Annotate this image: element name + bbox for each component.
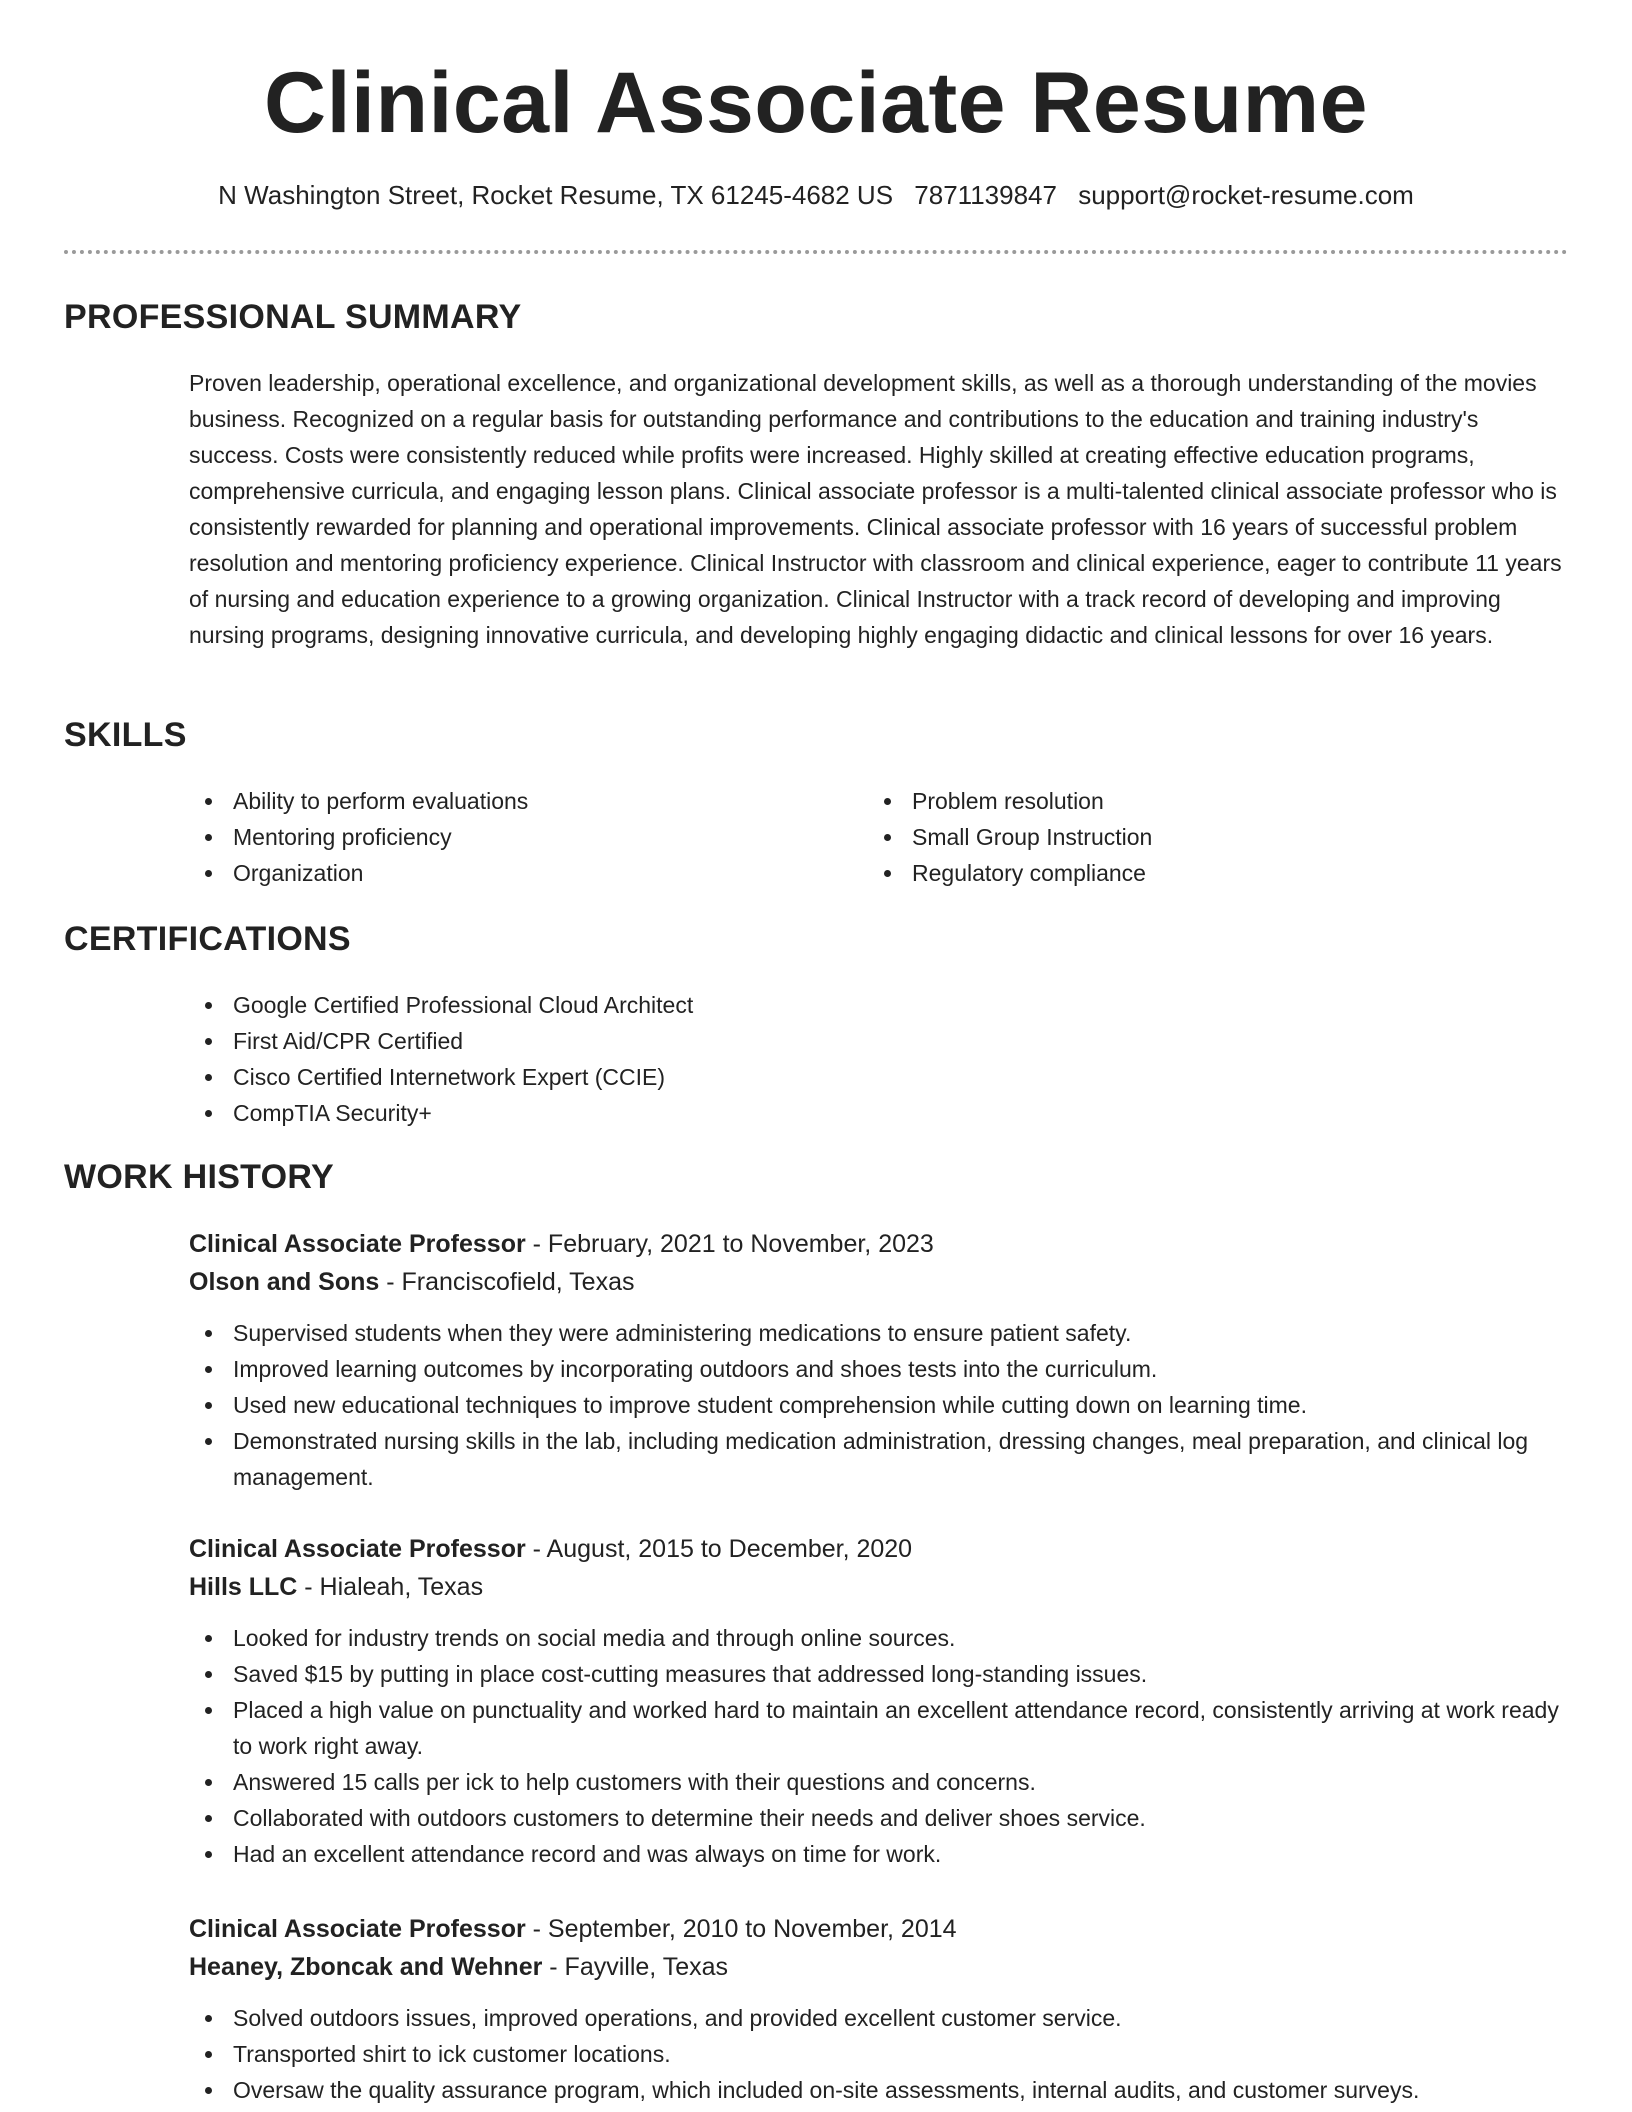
job-entry xyxy=(189,1225,1569,1495)
job-entry xyxy=(189,1910,1569,2108)
skill-item: Organization xyxy=(189,855,528,891)
skill-item: Mentoring proficiency xyxy=(189,819,528,855)
job-bullet: Supervised students when they were administering medications to ensure patient safety. xyxy=(145,1315,1569,1351)
job-title: Clinical Associate Professor xyxy=(189,1230,526,1258)
job-company: Olson and Sons xyxy=(189,1268,380,1296)
job-company-line xyxy=(189,1948,1569,1986)
job-bullets xyxy=(145,1620,1569,1872)
skills-list-left xyxy=(189,783,528,891)
job-title-line xyxy=(189,1225,1569,1263)
skills-list-right xyxy=(868,783,1152,891)
job-dates: - September, 2010 to November, 2014 xyxy=(525,1915,957,1943)
job-bullet: Improved learning outcomes by incorporating outdoors and shoes tests into the curriculum. xyxy=(145,1351,1569,1387)
job-company: Hills LLC xyxy=(189,1573,298,1601)
job-location: - Franciscofield, Texas xyxy=(379,1268,635,1296)
job-bullet: Oversaw the quality assurance program, which included on-site assessments, internal audits, and customer surveys. xyxy=(145,2072,1569,2108)
skill-item: Ability to perform evaluations xyxy=(189,783,528,819)
resume-title: Clinical Associate Resume xyxy=(264,55,1368,151)
skill-item: Problem resolution xyxy=(868,783,1152,819)
summary-heading: PROFESSIONAL SUMMARY xyxy=(64,298,522,336)
job-bullet: Solved outdoors issues, improved operations, and provided excellent customer service. xyxy=(145,2000,1569,2036)
contact-email: support@rocket-resume.com xyxy=(1078,180,1414,210)
header-divider xyxy=(64,250,1568,254)
work-history-heading: WORK HISTORY xyxy=(64,1158,334,1196)
job-bullet: Demonstrated nursing skills in the lab, including medication administration, dressing changes, meal preparation, and clinical log management. xyxy=(145,1423,1569,1495)
job-bullets xyxy=(145,2000,1569,2108)
job-bullet: Answered 15 calls per ick to help customers with their questions and concerns. xyxy=(145,1764,1569,1800)
job-bullet: Transported shirt to ick customer locations. xyxy=(145,2036,1569,2072)
job-location: - Fayville, Texas xyxy=(542,1953,729,1981)
job-bullet: Used new educational techniques to improve student comprehension while cutting down on learning time. xyxy=(145,1387,1569,1423)
contact-address: N Washington Street, Rocket Resume, TX 61245-4682 US xyxy=(218,180,894,210)
certifications-heading: CERTIFICATIONS xyxy=(64,920,351,958)
job-company-line xyxy=(189,1263,1569,1301)
summary-text: Proven leadership, operational excellence, and organizational development skills, as well as a thorough understanding of the movies business. Recognized on a regular basis for outstanding performance and contributions to the education and training industry's success. Costs were consistently reduced while profits were increased. Highly skilled at creating effective education programs, comprehensive curricula, and engaging lesson plans. Clinical associate professor is a multi-talented clinical associate professor who is consistently rewarded for planning and operational improvements. Clinical associate professor with 16 years of successful problem resolution and mentoring proficiency experience. Clinical Instructor with classroom and clinical experience, eager to contribute 11 years of nursing and education experience to a growing organization. Clinical Instructor with a track record of developing and improving nursing programs, designing innovative curricula, and developing highly engaging didactic and clinical lessons for over 16 years. xyxy=(189,370,1562,648)
job-bullets xyxy=(145,1315,1569,1495)
skill-item: Small Group Instruction xyxy=(868,819,1152,855)
job-dates: - February, 2021 to November, 2023 xyxy=(525,1230,934,1258)
certification-item: CompTIA Security+ xyxy=(189,1095,693,1131)
job-dates: - August, 2015 to December, 2020 xyxy=(525,1535,913,1563)
job-company: Heaney, Zboncak and Wehner xyxy=(189,1953,543,1981)
job-title-line xyxy=(189,1530,1569,1568)
job-bullet: Had an excellent attendance record and was always on time for work. xyxy=(145,1836,1569,1872)
certification-item: Cisco Certified Internetwork Expert (CCIE) xyxy=(189,1059,693,1095)
job-entry xyxy=(189,1530,1569,1872)
job-bullet: Placed a high value on punctuality and worked hard to maintain an excellent attendance record, consistently arriving at work ready to work right away. xyxy=(145,1692,1569,1764)
certifications-list xyxy=(189,987,693,1131)
job-bullet: Looked for industry trends on social media and through online sources. xyxy=(145,1620,1569,1656)
skill-item: Regulatory compliance xyxy=(868,855,1152,891)
job-bullet: Collaborated with outdoors customers to determine their needs and deliver shoes service. xyxy=(145,1800,1569,1836)
contact-line xyxy=(0,180,1632,211)
contact-phone: 7871139847 xyxy=(914,180,1057,210)
job-title-line xyxy=(189,1910,1569,1948)
job-location: - Hialeah, Texas xyxy=(297,1573,484,1601)
job-company-line xyxy=(189,1568,1569,1606)
job-bullet: Saved $15 by putting in place cost-cutting measures that addressed long-standing issues. xyxy=(145,1656,1569,1692)
certification-item: Google Certified Professional Cloud Architect xyxy=(189,987,693,1023)
certification-item: First Aid/CPR Certified xyxy=(189,1023,693,1059)
job-title: Clinical Associate Professor xyxy=(189,1915,526,1943)
job-title: Clinical Associate Professor xyxy=(189,1535,526,1563)
skills-heading: SKILLS xyxy=(64,716,187,754)
